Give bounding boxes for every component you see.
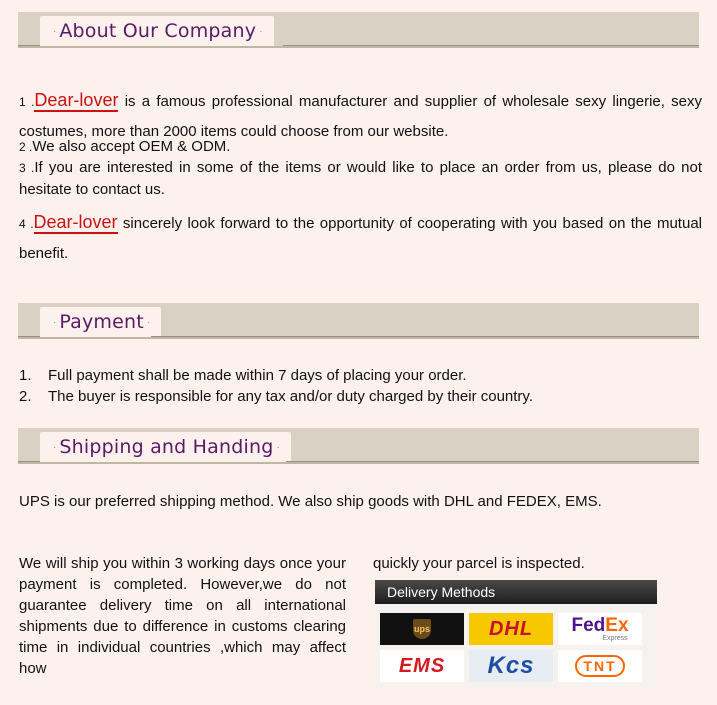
kcs-logo <box>469 650 553 682</box>
bullet-dot: · <box>276 441 280 453</box>
brand-link[interactable]: Dear-lover <box>34 90 119 110</box>
bullet-dot: · <box>53 441 57 453</box>
bullet-dot: · <box>53 25 57 37</box>
about-section-header <box>18 12 699 48</box>
shipping-section-header <box>18 428 699 464</box>
header-rule <box>18 461 40 462</box>
delivery-methods-panel <box>375 580 657 688</box>
payment-section-header <box>18 303 699 339</box>
header-rule <box>283 45 699 46</box>
about-item-4 <box>19 207 702 269</box>
payment-item-1 <box>19 366 467 386</box>
item-text: The buyer is responsible for any tax and/or duty charged by their country. <box>48 388 533 405</box>
item-text: Full payment shall be made within 7 days of placing your order. <box>48 367 467 384</box>
item-number: 2 . <box>19 140 33 154</box>
about-item-3 <box>19 157 702 200</box>
item-number: 2. <box>19 388 32 405</box>
item-text: is a famous professional manufacturer and supplier of wholesale sexy lingerie, sexy costumes, more than 2000 items could choose from our website. <box>19 93 702 140</box>
fedex-wordmark: FedEx <box>571 615 629 636</box>
about-item-2 <box>19 136 702 158</box>
header-rule <box>18 336 40 337</box>
about-title: About Our Company <box>59 20 257 42</box>
payment-item-2 <box>19 387 533 407</box>
bullet-dot: · <box>146 316 151 328</box>
item-number: 1 . <box>19 95 35 109</box>
shipping-title: Shipping and Handing <box>59 436 274 458</box>
fedex-subtitle: Express <box>602 635 628 642</box>
item-text: sincerely look forward to the opportunity of cooperating with you based on the mutual benefit. <box>19 215 702 262</box>
shipping-intro: UPS is our preferred shipping method. We also ship goods with DHL and FEDEX, EMS. <box>19 493 602 510</box>
item-text: If you are interested in some of the items or would like to place an order from us, please do not hesitate to contact us. <box>19 159 702 198</box>
item-number: 4 . <box>19 217 34 231</box>
item-text: We also accept OEM & ODM. <box>32 138 231 155</box>
bullet-dot: · <box>259 25 263 37</box>
ups-shield-icon: ups <box>413 619 431 639</box>
brand-link[interactable]: Dear-lover <box>33 212 118 232</box>
header-rule <box>286 461 699 462</box>
header-rule <box>18 45 40 46</box>
ems-wordmark: EMS <box>398 654 446 677</box>
header-title-box <box>40 307 161 337</box>
delivery-methods-title: Delivery Methods <box>375 580 657 604</box>
header-title-box <box>40 16 274 46</box>
header-title-box <box>40 432 291 462</box>
tnt-logo <box>558 650 642 682</box>
ems-logo <box>380 650 464 682</box>
ups-logo <box>380 613 464 645</box>
payment-title: Payment <box>59 311 144 333</box>
shipping-left-text: We will ship you within 3 working days once your payment is completed. However,we do not guarantee delivery time on all international shipments due to difference in customs clearing time in individual countries ,which may affect how <box>19 555 346 677</box>
dhl-logo <box>469 613 553 645</box>
tnt-wordmark: TNT <box>575 655 624 677</box>
kcs-wordmark: Kcs <box>487 652 535 679</box>
bullet-dot: · <box>53 316 57 328</box>
item-number: 3 . <box>19 161 35 175</box>
shipping-right-text: quickly your parcel is inspected. <box>373 555 585 572</box>
dhl-wordmark: DHL <box>488 617 534 640</box>
fedex-logo <box>558 613 642 645</box>
header-rule <box>151 336 699 337</box>
item-number: 1. <box>19 367 32 384</box>
